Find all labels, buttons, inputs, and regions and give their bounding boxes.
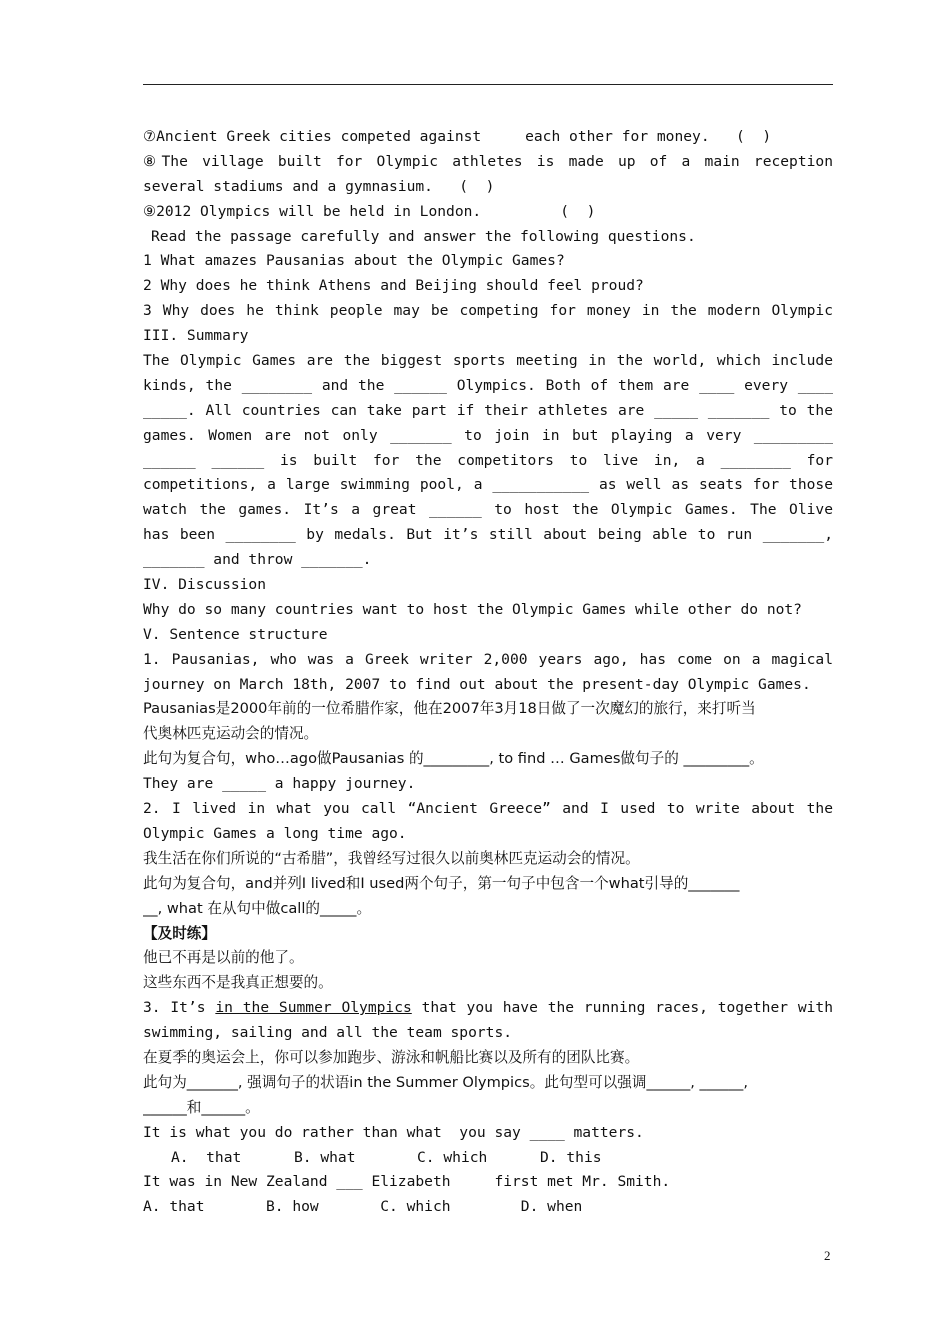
reading-instruction: Read the passage carefully and answer the following questions. [151, 227, 696, 245]
sentence-structure-heading: V. Sentence structure [143, 625, 328, 643]
item3-en-post: that you have the running races, together with [411, 999, 833, 1017]
practice-heading: 【及时练】 [143, 924, 216, 942]
header-rule [143, 84, 833, 85]
question-2: 2 Why does he think Athens and Beijing should feel proud? [143, 277, 644, 295]
summary-line: watch the games. It’s a great ______ to host the Olympic Games. The Olive [143, 501, 833, 519]
exercise-item-8-cont: several stadiums and a gymnasium. ( ) [143, 177, 495, 195]
summary-line: has been ________ by medals. But it’s still about being able to run _______, [143, 526, 833, 544]
item3-question-2-options: A. that B. how C. which D. when [143, 1198, 583, 1216]
item2-cn-line1: 我生活在你们所说的“古希腊”，我曾经写过很久以前奥林匹克运动会的情况。 [143, 849, 640, 867]
item1-practice: They are _____ a happy journey. [143, 775, 416, 793]
item2-note-line1: 此句为复合句，and并列I lived和I used两个句子，第一句子中包含一个what引导的_______ [143, 874, 740, 892]
exercise-item-9: ⑨2012 Olympics will be held in London. ( ) [143, 202, 596, 220]
item3-en-line1 [143, 996, 833, 1021]
summary-line: _______ and throw _______. [143, 551, 372, 569]
summary-line: The Olympic Games are the biggest sports meeting in the world, which include [143, 352, 833, 370]
item1-cn-line1: Pausanias是2000年前的一位希腊作家，他在2007年3月18日做了一次魔幻的旅行，来打听当 [143, 700, 756, 718]
discussion-heading: IV. Discussion [143, 576, 267, 594]
exercise-item-8: ⑧The village built for Olympic athletes is made up of a main reception [143, 152, 833, 170]
practice-sentence-2: 这些东西不是我真正想要的。 [143, 974, 333, 992]
item3-note-line2: ______和______。 [143, 1098, 260, 1116]
summary-line: competitions, a large swimming pool, a ___________ as well as seats for those [143, 476, 833, 494]
item3-underlined-phrase: in the Summer Olympics [215, 999, 412, 1017]
item1-en-line2: journey on March 18th, 2007 to find out about the present-day Olympic Games. [143, 675, 811, 693]
item3-en-pre: 3. It’s [143, 999, 216, 1017]
item1-note: 此句为复合句，who…ago做Pausanias 的_________, to find … Games做句子的 _________。 [143, 750, 764, 768]
page-number: 2 [824, 1248, 831, 1263]
question-3: 3 Why does he think people may be competing for money in the modern Olympic [143, 302, 833, 320]
exercise-item-7: ⑦Ancient Greek cities competed against each other for money. ( ) [143, 128, 772, 145]
item3-cn-line1: 在夏季的奥运会上，你可以参加跑步、游泳和帆船比赛以及所有的团队比赛。 [143, 1048, 640, 1066]
item1-cn-line2: 代奥林匹克运动会的情况。 [143, 725, 319, 743]
item2-note-line2: __, what 在从句中做call的_____。 [143, 899, 372, 917]
summary-line: ______ ______ is built for the competitors to live in, a ________ for [143, 451, 833, 469]
item1-en-line1: 1. Pausanias, who was a Greek writer 2,000 years ago, has come on a magical [143, 650, 833, 668]
summary-line: _____. All countries can take part if their athletes are _____ _______ to the [143, 401, 833, 419]
item3-question-1-options: A. that B. what C. which D. this [171, 1148, 602, 1166]
question-1: 1 What amazes Pausanias about the Olympic Games? [143, 252, 565, 270]
page-content [143, 125, 833, 1220]
item3-question-1: It is what you do rather than what you say ____ matters. [143, 1123, 644, 1141]
summary-heading: III. Summary [143, 327, 249, 345]
item3-en-line2: swimming, sailing and all the team sports. [143, 1024, 513, 1042]
summary-line: games. Women are not only _______ to join in but playing a very _________ [143, 426, 833, 444]
summary-line: kinds, the ________ and the ______ Olympics. Both of them are ____ every ____ [143, 376, 833, 394]
item2-en-line1: 2. I lived in what you call “Ancient Greece” and I used to write about the [143, 800, 833, 818]
item3-note-line1: 此句为_______, 强调句子的状语in the Summer Olympics。此句型可以强调______, ______, [143, 1073, 748, 1091]
item2-en-line2: Olympic Games a long time ago. [143, 824, 407, 842]
practice-sentence-1: 他已不再是以前的他了。 [143, 949, 304, 967]
discussion-question: Why do so many countries want to host the Olympic Games while other do not? [143, 600, 802, 618]
item3-question-2: It was in New Zealand ___ Elizabeth first met Mr. Smith. [143, 1173, 671, 1191]
